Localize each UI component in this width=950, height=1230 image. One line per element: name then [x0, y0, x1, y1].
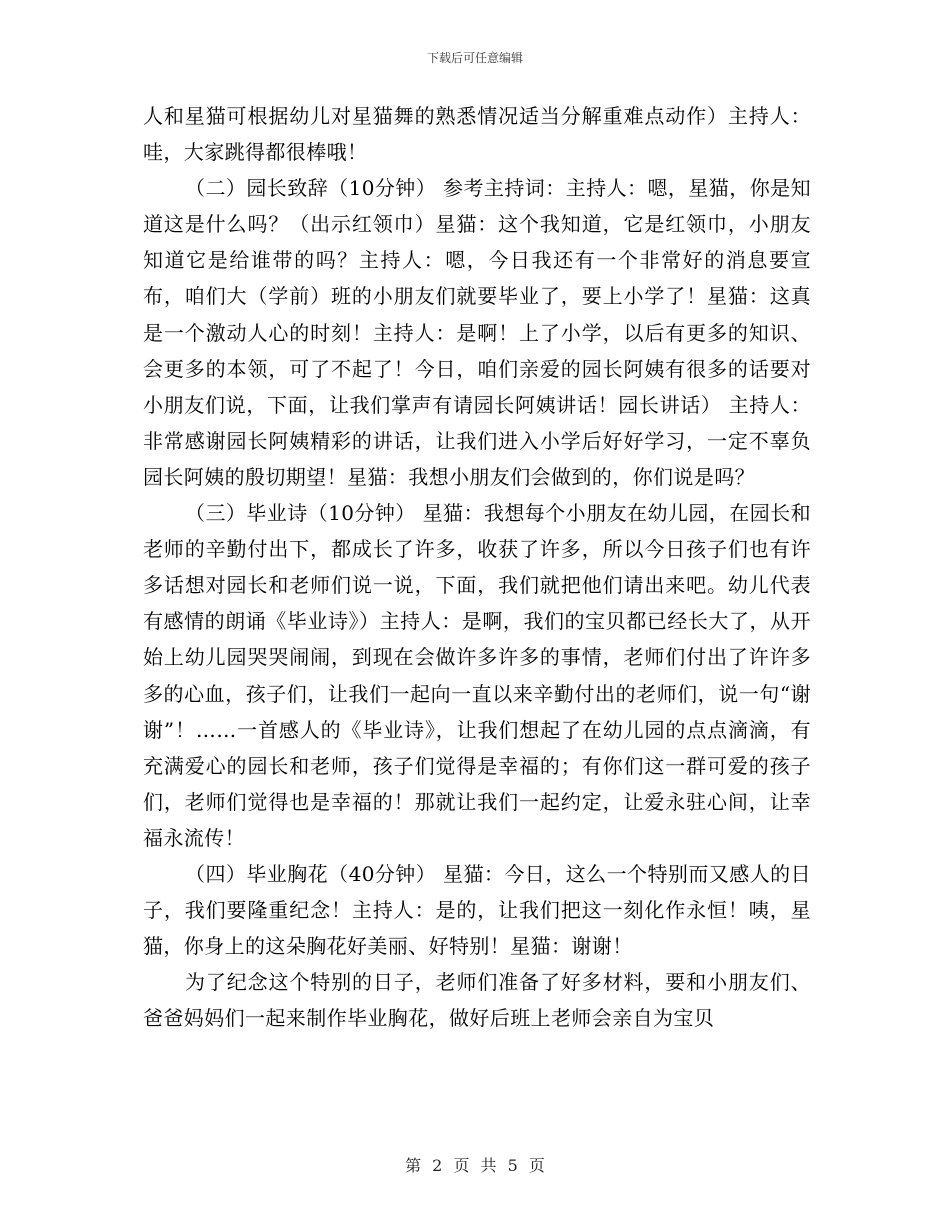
- page-header: 下载后可任意编辑: [426, 51, 523, 65]
- page-number-footer: 第 2 页 共 5 页: [405, 1156, 545, 1175]
- paragraph-continuation: 人和星猫可根据幼儿对星猫舞的熟悉情况适当分解重难点动作）主持人：哇，大家跳得都很棒哦！: [143, 104, 811, 165]
- paragraph-graduation-poem: （三）毕业诗（10分钟） 星猫：我想每个小朋友在幼儿园，在园长和老师的辛勤付出下，都成长了许多，收获了许多，所以今日孩子们也有许多话想对园长和老师们说一说，下面，我们就把他们请出来吧。幼儿代表有感情的朗诵《毕业诗》）主持人：是啊，我们的宝贝都已经长大了，从开始上幼儿园哭哭闹闹，到现在会做许多许多的事情，老师们付出了许许多多的心血，孩子们，让我们一起向一直以来辛勤付出的老师们，说一句“谢谢”！……一首感人的《毕业诗》，让我们想起了在幼儿园的点点滴滴，有充满爱心的园长和老师，孩子们觉得是幸福的；有你们这一群可爱的孩子们，老师们觉得也是幸福的！那就让我们一起约定，让爱永驻心间，让幸福永流传！: [143, 501, 811, 850]
- paragraph-principal-speech: （二）园长致辞（10分钟） 参考主持词：主持人：嗯，星猫，你是知道这是什么吗？（出示红领巾）星猫：这个我知道，它是红领巾，小朋友知道它是给谁带的吗？主持人：嗯，今日我还有一个非常好的消息要宣布，咱们大（学前）班的小朋友们就要毕业了，要上小学了！星猫：这真是一个激动人心的时刻！主持人：是啊！上了小学，以后有更多的知识、会更多的本领，可了不起了！今日，咱们亲爱的园长阿姨有很多的话要对小朋友们说，下面，让我们掌声有请园长阿姨讲话！园长讲话） 主持人：非常感谢园长阿姨精彩的讲话，让我们进入小学后好好学习，一定不辜负园长阿姨的殷切期望！星猫：我想小朋友们会做到的，你们说是吗？: [143, 176, 811, 489]
- document-body: [143, 98, 811, 1036]
- paragraph-corsage-making: 为了纪念这个特别的日子，老师们准备了好多材料，要和小朋友们、爸爸妈妈们一起来制作毕业胸花，做好后班上老师会亲自为宝贝: [143, 970, 811, 1031]
- paragraph-graduation-corsage: （四）毕业胸花（40分钟） 星猫：今日，这么一个特别而又感人的日子，我们要隆重纪念！主持人：是的，让我们把这一刻化作永恒！咦，星猫，你身上的这朵胸花好美丽、好特别！星猫：谢谢！: [143, 861, 811, 959]
